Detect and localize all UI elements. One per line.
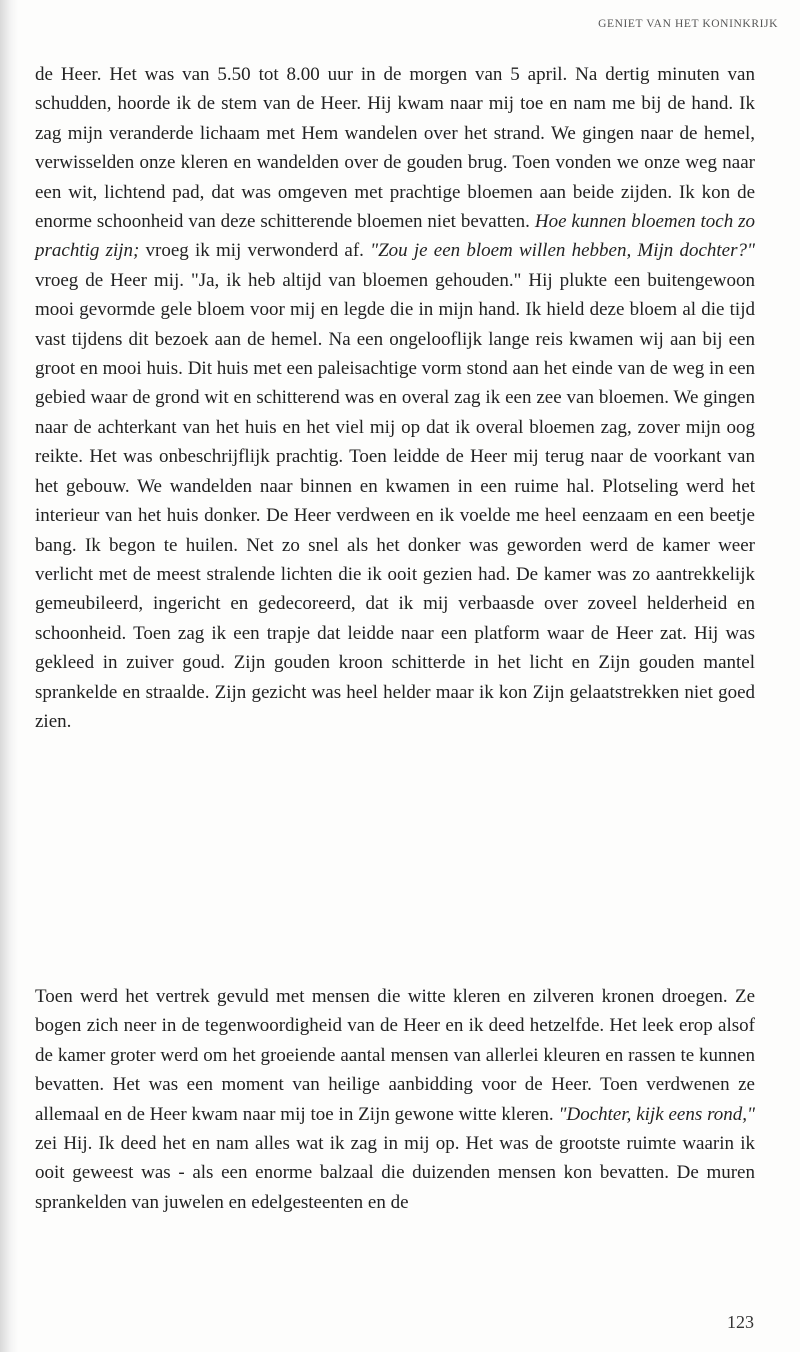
page-number: 123 — [727, 1312, 754, 1332]
text-run: vroeg ik mij verwonderd af. — [139, 240, 371, 262]
italic-run: "Dochter, kijk eens rond," — [558, 1103, 756, 1125]
text-run: Toen werd het vertrek gevuld met mensen die witte kleren en zilveren kronen droegen. Ze bogen zich neer in de tegenwoordigheid van de Heer en ik deed hetzelfde. Het leek erop alsof de kamer groter werd om het groeiende aantal mensen van allerlei kleuren en rassen te kunnen bevatten. Het was een moment van heilige aanbidding voor de Heer. Toen verdwenen ze allemaal en de Heer kwam naar mij toe in Zijn gewone witte kleren. — [35, 986, 755, 1125]
italic-run: Hoe kunnen bloemen toch zo prachtig zijn; — [35, 211, 755, 262]
body-paragraph-2 — [35, 982, 755, 1217]
spine-shadow — [0, 0, 18, 1352]
running-header: GENIET VAN HET KONINKRIJK — [598, 18, 778, 30]
text-run: de Heer. Het was van 5.50 tot 8.00 uur in de morgen van 5 april. Na dertig minuten van schudden, hoorde ik de stem van de Heer. Hij kwam naar mij toe en nam me bij de hand. Ik zag mijn veranderde lichaam met Hem wandelen over het strand. We gingen naar de hemel, verwisselden onze kleren en wandelden over de gouden brug. Toen vonden we onze weg naar een wit, lichtend pad, dat was omgeven met prachtige bloemen aan beide zijden. Ik kon de enorme schoonheid van deze schitterende bloemen niet bevatten. — [35, 64, 755, 233]
italic-run: "Zou je een bloem willen hebben, Mijn dochter?" — [370, 240, 755, 262]
text-run: zei Hij. Ik deed het en nam alles wat ik zag in mij op. Het was de grootste ruimte waarin ik ooit geweest was - als een enorme balzaal die duizenden mensen kon bevatten. De muren sprankelden van juwelen en edelgesteenten en de — [35, 1133, 755, 1213]
text-run: vroeg de Heer mij. "Ja, ik heb altijd van bloemen gehouden." Hij plukte een buitengewoon mooi gevormde gele bloem voor mij en legde die in mijn hand. Ik hield deze bloem al die tijd vast tijdens dit bezoek aan de hemel. Na een ongelooflijk lange reis kwamen wij aan bij een groot en mooi huis. Dit huis met een paleisachtige vorm stond aan het einde van de weg in een gebied waar de grond wit en schitterend was en overal zag ik een zee van bloemen. We gingen naar de achterkant van het huis en het viel mij op dat ik overal bloemen zag, zover mijn oog reikte. Het was onbeschrijflijk prachtig. Toen leidde de Heer mij terug naar de voorkant van het gebouw. We wandelden naar binnen en kwamen in een ruime hal. Plotseling werd het interieur van het huis donker. De Heer verdween en ik voelde me heel eenzaam en een beetje bang. Ik begon te huilen. Net zo snel als het donker was geworden werd de kamer weer verlicht met de meest stralende lichten die ik ooit gezien had. De kamer was zo aantrekkelijk gemeubileerd, ingericht en gedecoreerd, dat ik mij verbaasde over zoveel helderheid en schoonheid. Toen zag ik een trapje dat leidde naar een platform waar de Heer zat. Hij was gekleed in zuiver goud. Zijn gouden kroon schitterde in het licht en Zijn gouden mantel sprankelde en straalde. Zijn gezicht was heel helder maar ik kon Zijn gelaatstrekken niet goed zien. — [35, 269, 755, 732]
body-paragraph-1 — [35, 60, 755, 736]
